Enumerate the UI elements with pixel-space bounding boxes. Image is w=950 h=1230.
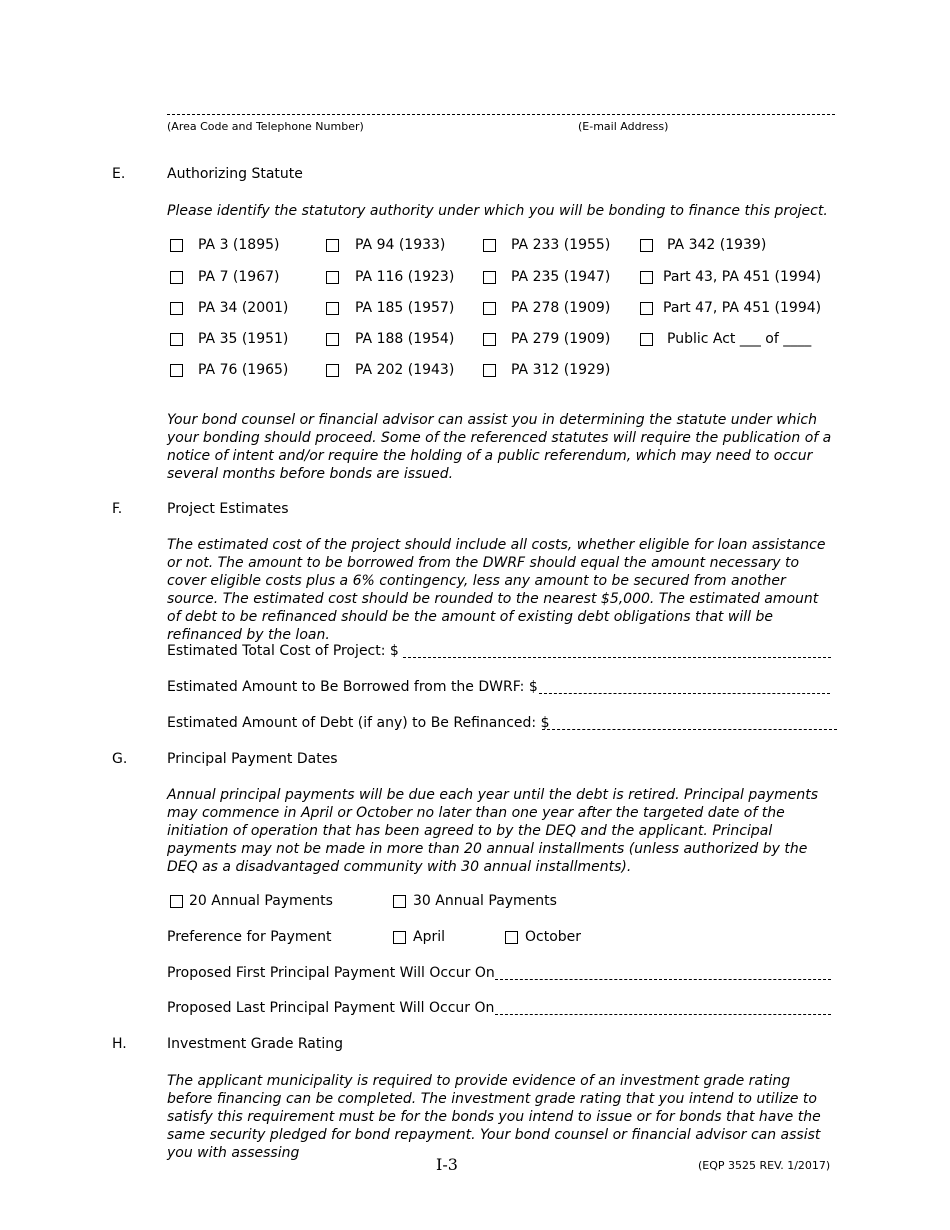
checkbox-part-47-pa-451-1994[interactable] [640,302,653,315]
statute-label: PA 76 (1965) [198,362,289,378]
section-f-instruction: The estimated cost of the project should include all costs, whether eligible for loan assistance or not. The amount to be borrowed from the DWRF should equal the amount necessary to cover eligible costs plus a 6% contingency, less any amount to be secured from another source. The estimated cost should be rounded to the nearest $5,000. The estimated amount of debt to be refinanced should be the amount of existing debt obligations that will be refinanced by the loan. [167,537,826,643]
option-30-label: 30 Annual Payments [413,893,557,909]
checkbox-pa-233-1955[interactable] [483,239,496,252]
statute-label: PA 116 (1923) [355,269,455,285]
borrowed-amount-field[interactable] [539,693,830,694]
statute-label: PA 202 (1943) [355,362,455,378]
section-e-letter: E. [112,166,126,182]
statute-label: PA 188 (1954) [355,331,455,347]
statute-label: PA 7 (1967) [198,269,280,285]
section-f-letter: F. [112,501,123,517]
checkbox-pa-34-2001[interactable] [170,302,183,315]
statute-label: PA 185 (1957) [355,300,455,316]
checkbox-pa-3-1895[interactable] [170,239,183,252]
section-g-letter: G. [112,751,128,767]
borrowed-amount-label: Estimated Amount to Be Borrowed from the DWRF: $ [167,679,538,695]
statute-label: PA 235 (1947) [511,269,611,285]
contact-info-line[interactable] [167,114,835,115]
total-cost-field[interactable] [403,657,831,658]
first-payment-field[interactable] [495,979,831,980]
checkbox-april[interactable] [393,931,406,944]
preference-label: Preference for Payment [167,929,332,945]
checkbox-pa-116-1923[interactable] [326,271,339,284]
statute-label: Part 43, PA 451 (1994) [663,269,822,285]
statute-label: PA 342 (1939) [667,237,767,253]
page-number: I-3 [436,1155,458,1174]
section-g-instruction: Annual principal payments will be due each year until the debt is retired. Principal payments may commence in April or October no later than one year after the targeted date of the initiation of operation that has been agreed to by the DEQ and the applicant. Principal payments may not be made in more than 20 annual installments (unless authorized by the DEQ as a disadvantaged community with 30 annual installments). [167,787,819,875]
checkbox-public-act-other[interactable] [640,333,653,346]
checkbox-part-43-pa-451-1994[interactable] [640,271,653,284]
section-e-instruction: Please identify the statutory authority under which you will be bonding to finance this project. [167,203,828,219]
email-label: (E-mail Address) [578,120,669,133]
section-h-instruction: The applicant municipality is required to provide evidence of an investment grade rating before financing can be completed. The investment grade rating that you intend to utilize to satisfy this requirement must be for the bonds you intend to issue or for bonds that have the same security pledged for bond repayment. Your bond counsel or financial advisor can assist you with assessing [167,1073,821,1161]
option-april-label: April [413,929,445,945]
checkbox-pa-202-1943[interactable] [326,364,339,377]
section-h-letter: H. [112,1036,127,1052]
checkbox-20-annual-payments[interactable] [170,895,183,908]
section-f-title: Project Estimates [167,501,289,517]
checkbox-pa-7-1967[interactable] [170,271,183,284]
checkbox-pa-312-1929[interactable] [483,364,496,377]
section-h-title: Investment Grade Rating [167,1036,344,1052]
statute-label: PA 278 (1909) [511,300,611,316]
section-e-note: Your bond counsel or financial advisor can assist you in determining the statute under which your bonding should proceed. Some of the referenced statutes will require the publication of a notice of intent and/or require the holding of a public referendum, which may need to occur several months before bonds are issued. [167,412,832,482]
section-e-title: Authorizing Statute [167,166,303,182]
checkbox-pa-235-1947[interactable] [483,271,496,284]
option-october-label: October [525,929,582,945]
statute-label: Part 47, PA 451 (1994) [663,300,822,316]
checkbox-pa-188-1954[interactable] [326,333,339,346]
public-act-other-field[interactable]: Public Act ___ of ____ [667,331,812,347]
statute-label: PA 233 (1955) [511,237,611,253]
checkbox-pa-278-1909[interactable] [483,302,496,315]
total-cost-label: Estimated Total Cost of Project: $ [167,643,399,659]
checkbox-pa-279-1909[interactable] [483,333,496,346]
last-payment-field[interactable] [495,1014,831,1015]
checkbox-october[interactable] [505,931,518,944]
section-g-title: Principal Payment Dates [167,751,338,767]
statute-label: PA 94 (1933) [355,237,446,253]
checkbox-pa-342-1939[interactable] [640,239,653,252]
first-payment-label: Proposed First Principal Payment Will Occur On [167,965,495,981]
option-20-label: 20 Annual Payments [189,893,333,909]
statute-label: PA 34 (2001) [198,300,289,316]
checkbox-30-annual-payments[interactable] [393,895,406,908]
last-payment-label: Proposed Last Principal Payment Will Occur On [167,1000,495,1016]
checkbox-pa-76-1965[interactable] [170,364,183,377]
checkbox-pa-94-1933[interactable] [326,239,339,252]
form-id: (EQP 3525 REV. 1/2017) [698,1159,831,1172]
phone-label: (Area Code and Telephone Number) [167,120,364,133]
statute-label: PA 279 (1909) [511,331,611,347]
checkbox-pa-35-1951[interactable] [170,333,183,346]
checkbox-pa-185-1957[interactable] [326,302,339,315]
statute-label: PA 3 (1895) [198,237,280,253]
statute-label: PA 312 (1929) [511,362,611,378]
refinanced-amount-field[interactable] [542,729,837,730]
refinanced-amount-label: Estimated Amount of Debt (if any) to Be Refinanced: $ [167,715,550,731]
statute-label: PA 35 (1951) [198,331,289,347]
